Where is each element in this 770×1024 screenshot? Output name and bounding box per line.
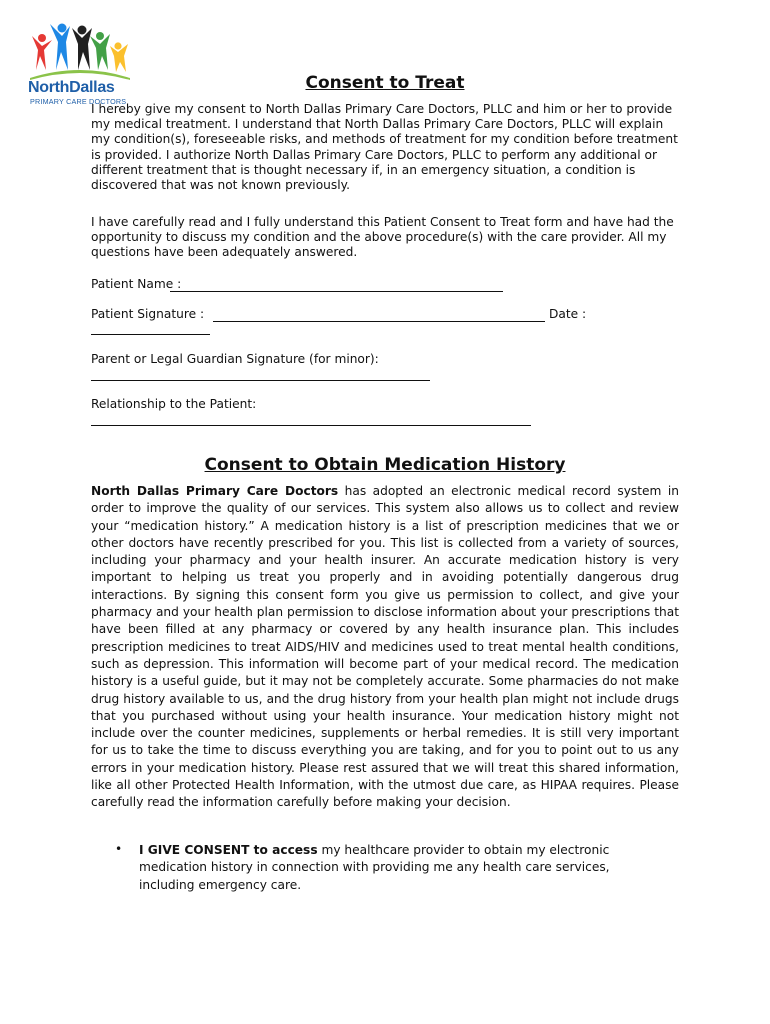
- medication-history-text: has adopted an electronic medical record system in order to improve the quality of our services. This system also allows us to collect and review your “medication history.” A medication history is a list of prescription medicines that we or other doctors have recently prescribed for you. This list is collected from a variety of sources, including your pharmacy and your health insurer. An accurate medication history is very important to helping us treat you properly and in avoiding potentially dangerous drug interactions. By signing this consent form you give us permission to collect, and give your pharmacy and your health plan permission to disclose information about your prescriptions that have been filled at any pharmacy or covered by any health insurance plan. This includes prescription medicines to treat AIDS/HIV and medicines used to treat mental health conditions, such as depression. This information will become part of your medical record. The medication history is a useful guide, but it may not be completely accurate. Some pharmacies do not make drug history available to us, and the drug history from your health plan might not include drugs that you purchased without using your health insurance. Your medication history might not include over the counter medicines, supplements or herbal remedies. It is still very important for us to take the time to discuss everything you are taking, and for you to point out to us any errors in your medication history. Please rest assured that we will treat this shared information, like all other Protected Health Information, with the utmost due care, as HIPAA requires. Please carefully read the information carefully before making your decision.: [91, 484, 679, 810]
- medication-history-body: [91, 483, 679, 812]
- date-line[interactable]: [91, 334, 210, 335]
- logo-subtitle: PRIMARY CARE DOCTORS: [30, 97, 127, 106]
- patient-signature-label: Patient Signature :: [91, 307, 205, 321]
- guardian-signature-line[interactable]: [91, 380, 430, 381]
- consent-bullet: [139, 842, 639, 894]
- guardian-signature-label: Parent or Legal Guardian Signature (for minor):: [91, 352, 379, 366]
- bullet-icon: •: [115, 842, 123, 856]
- north-dallas-logo: [28, 22, 132, 106]
- relationship-line[interactable]: [91, 425, 531, 426]
- org-name: North Dallas Primary Care Doctors: [91, 484, 339, 498]
- consent-bullet-text: my healthcare provider to obtain my electronic medication history in connection with providing me any health care services, including emergency care.: [139, 843, 610, 892]
- medication-history-title: Consent to Obtain Medication History: [204, 455, 566, 475]
- consent-bullet-bold: I GIVE CONSENT to access: [139, 843, 318, 857]
- logo-name-dallas: Dallas: [69, 79, 115, 96]
- consent-paragraph-2: I have carefully read and I fully understand this Patient Consent to Treat form and have had the opportunity to discuss my condition and the above procedure(s) with the care provider. All my questions have been adequately answered.: [91, 215, 674, 260]
- patient-signature-line[interactable]: [213, 321, 545, 322]
- logo-name-north: North: [28, 79, 70, 96]
- date-label: Date :: [549, 307, 587, 321]
- relationship-label: Relationship to the Patient:: [91, 397, 257, 411]
- patient-name-label: Patient Name :: [91, 277, 182, 291]
- consent-to-treat-title: Consent to Treat: [305, 73, 465, 93]
- patient-name-line[interactable]: [170, 291, 503, 292]
- consent-paragraph-1: I hereby give my consent to North Dallas Primary Care Doctors, PLLC and him or her to provide my medical treatment. I understand that North Dallas Primary Care Doctors, PLLC will explain my condition(s), foreseeable risks, and methods of treatment for my condition before treatment is provided. I authorize North Dallas Primary Care Doctors, PLLC to perform any additional or different treatment that is thought necessary if, in an emergency situation, a condition is discovered that was not known previously.: [91, 102, 678, 193]
